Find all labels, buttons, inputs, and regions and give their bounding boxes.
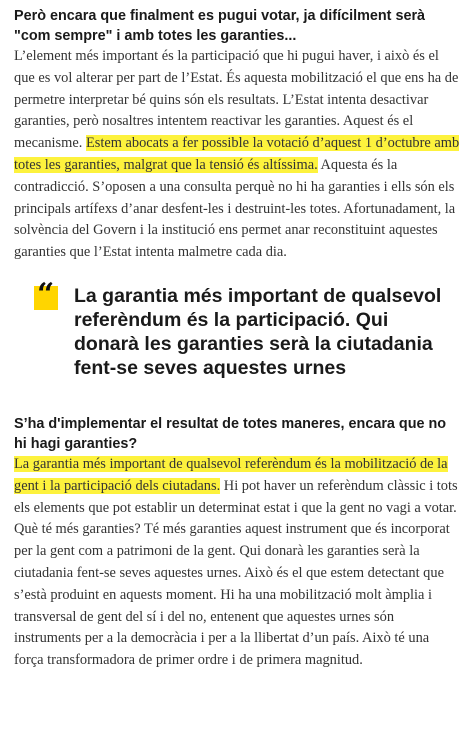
interview-question-1: Però encara que finalment es pugui votar, ja difícilment serà "com sempre" i amb totes les garanties... bbox=[14, 8, 426, 44]
pull-quote bbox=[14, 276, 460, 402]
interview-answer-2 bbox=[14, 454, 460, 672]
article-body bbox=[14, 6, 460, 672]
interview-answer-1 bbox=[14, 46, 460, 264]
answer-1-highlight: Estem abocats a fer possible la votació d’aquest 1 d’octubre amb totes les garanties, malgrat que la tensió és altíssima. bbox=[14, 135, 460, 173]
quote-mark-icon: “ bbox=[34, 286, 58, 310]
answer-2-highlight: La garantia més important de qualsevol referèndum és la mobilització de la gent i la participació dels ciutadans. bbox=[14, 455, 448, 494]
pull-quote-text: La garantia més important de qualsevol referèndum és la participació. Qui donarà les garanties serà la ciutadania fent-se seves aquestes urnes bbox=[74, 284, 442, 379]
answer-1-text-end: Aquesta és la contradicció. S’oposen a una consulta perquè no hi ha garanties i ells són els principals artífexs d’anar desfent-les i destruint-les totes. Afortunadament, la solvència del Govern i la institució ens permet anar reconstituint aquestes garanties que l’Estat intenta malmetre cada dia. bbox=[14, 156, 456, 261]
interview-question-2: S’ha d'implementar el resultat de totes maneres, encara que no hi hagi garanties? bbox=[14, 415, 447, 452]
answer-1-text-start: L’element més important és la participació que hi pugui haver, i això és el que es vol alterar per part de l’Estat. És aquesta mobilització el que ens ha de permetre interpretar bé quins són els resultats. L’Estat intenta desactivar garanties, però nosaltres intentem reactivar les garanties. Aquest és el mecanisme. bbox=[14, 48, 459, 152]
answer-2-text-end: Hi pot haver un referèndum clàssic i tots els elements que pot establir un determinat estat i que la gent no vagi a votar. Què té més garanties? Té més garanties aquest instrument que és incorporat per la gent com a patrimoni de la gent. Qui donarà les garanties serà la ciutadania fent-se seves aquestes urnes. Això és el que estem detectant que s’està produint en aquests moment. Hi ha una mobilització molt àmplia i transversal de gent del sí i del no, entenent que aquestes urnes són instruments per a la democràcia i per a la llibertat d’un país. Això té una força transformadora de primer ordre i de primera magnitud. bbox=[14, 477, 458, 669]
